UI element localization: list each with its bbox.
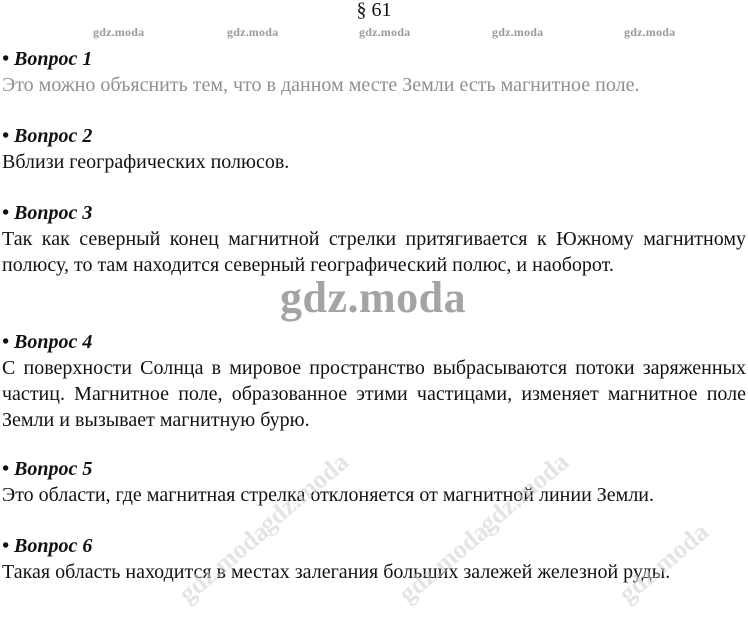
question-block-4 bbox=[2, 329, 746, 433]
watermark-row bbox=[0, 25, 748, 41]
watermark-text: gdz.moda bbox=[492, 25, 544, 39]
watermark-ghost: gdz.moda bbox=[252, 446, 355, 539]
question-block-5 bbox=[2, 456, 746, 508]
question-title: • Вопрос 3 bbox=[2, 202, 93, 224]
watermark-text: gdz.moda bbox=[227, 25, 279, 39]
answer-text: Такая область находится в местах залегания больших залежей железной руды. bbox=[2, 561, 671, 583]
answer-text: Так как северный конец магнитной стрелки притягивается к Южному магнитному полюсу, то там находится северный географический полюс, и наоборот. bbox=[2, 228, 746, 276]
watermark-ghost: gdz.moda bbox=[392, 516, 495, 609]
answer-text: Это можно объяснить тем, что в данном месте Земли есть магнитное поле. bbox=[2, 74, 640, 96]
question-title: • Вопрос 5 bbox=[2, 458, 93, 480]
watermark-ghost: gdz.moda bbox=[472, 446, 575, 539]
question-title: • Вопрос 2 bbox=[2, 125, 93, 147]
watermark-ghost: gdz.moda bbox=[172, 516, 275, 609]
watermark-text: gdz.moda bbox=[93, 25, 145, 39]
question-block-1 bbox=[2, 46, 746, 98]
answer-text: Вблизи географических полюсов. bbox=[2, 151, 290, 173]
answer-text: Это области, где магнитная стрелка отклоняется от магнитной линии Земли. bbox=[2, 484, 655, 506]
watermark-ghost: gdz.moda bbox=[612, 516, 715, 609]
question-block-3 bbox=[2, 200, 746, 278]
watermark-text: gdz.moda bbox=[359, 25, 411, 39]
section-number: § 61 bbox=[356, 0, 392, 21]
question-title: • Вопрос 1 bbox=[2, 48, 93, 70]
question-block-2 bbox=[2, 123, 746, 175]
answer-text: С поверхности Солнца в мировое пространство выбрасываются потоки заряженных частиц. Магнитное поле, образованное этими частицами, изменяет магнитное поле Земли и вызывает магнитную бурю. bbox=[2, 357, 746, 431]
watermark-text: gdz.moda bbox=[624, 25, 676, 39]
question-title: • Вопрос 4 bbox=[2, 331, 93, 353]
question-title: • Вопрос 6 bbox=[2, 535, 93, 557]
watermark-logo: gdz.moda bbox=[280, 273, 467, 322]
